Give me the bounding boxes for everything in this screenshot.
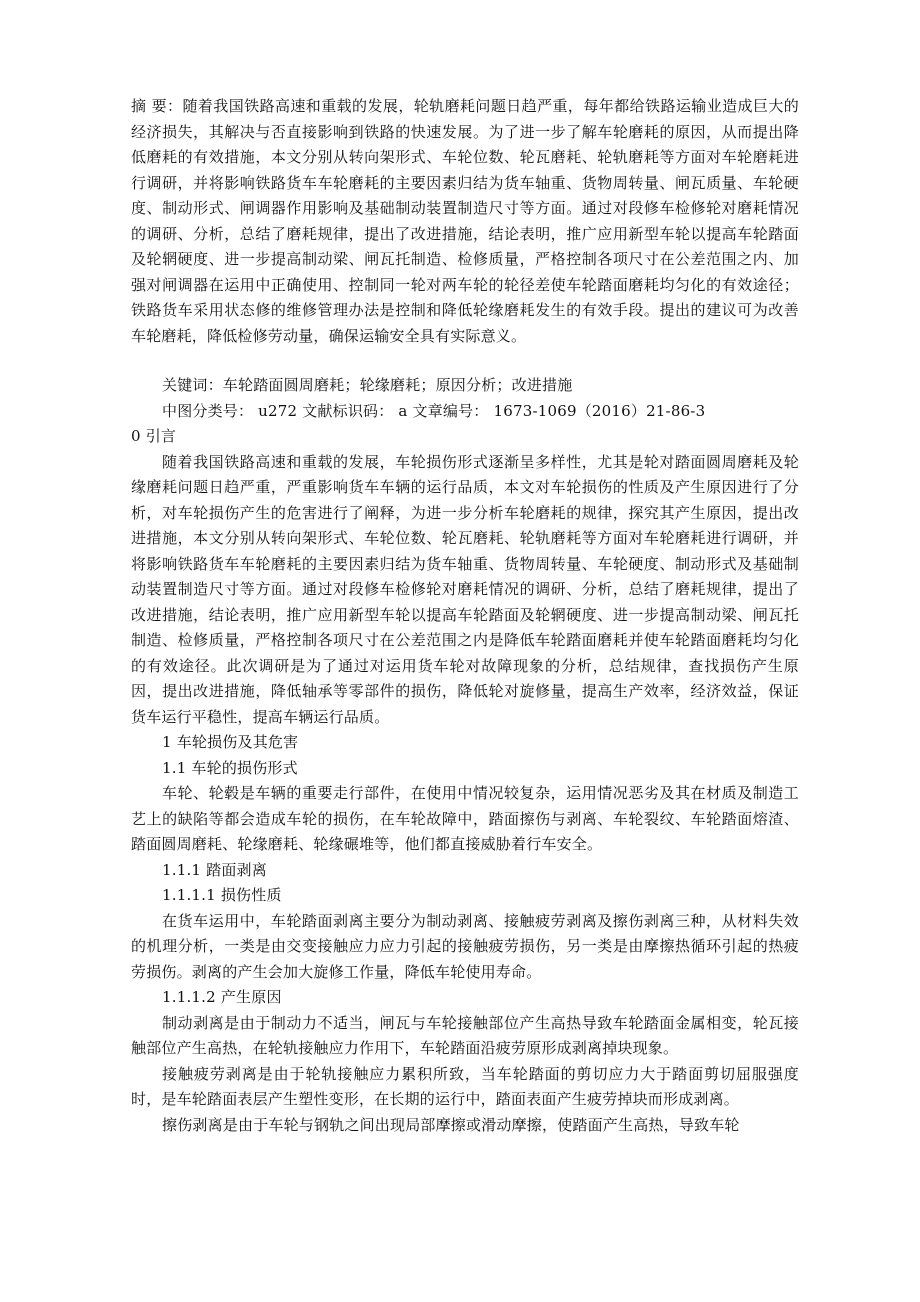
section-1-1-1-2-heading: 1.1.1.2 产生原因 xyxy=(162,988,282,1006)
document-page xyxy=(131,94,799,1138)
section-0-heading: 0 引言 xyxy=(131,427,177,445)
braking-spalling-paragraph: 制动剥离是由于制动力不适当，闸瓦与车轮接触部位产生高热导致车轮踏面金属相变，轮瓦接触部位产生高热，在轮轨接触应力作用下，车轮踏面沿疲劳原形成剥离掉块现象。 xyxy=(131,1013,799,1057)
section-1-heading: 1 车轮损伤及其危害 xyxy=(162,733,299,751)
section-1-1-1-heading: 1.1.1 踏面剥离 xyxy=(162,860,267,879)
scratch-spalling-paragraph: 擦伤剥离是由于车轮与钢轨之间出现局部摩擦或滑动摩擦，使踏面产生高热，导致车轮 xyxy=(162,1115,740,1134)
contact-fatigue-paragraph: 接触疲劳剥离是由于轮轨接触应力累积所致，当车轮踏面的剪切应力大于踏面剪切屈服强度时，是车轮踏面表层产生塑性变形，在长期的运行中，踏面表面产生疲劳掉块而形成剥离。 xyxy=(131,1064,799,1108)
section-1-1-paragraph: 车轮、轮毂是车辆的重要走行部件，在使用中情况较复杂，运用情况恶劣及其在材质及制造工艺上的缺陷等都会造成车轮的损伤，在车轮故障中，踏面擦伤与剥离、车轮裂纹、车轮踏面熔渣、踏面圆周磨耗、轮缘磨耗、轮缘碾堆等，他们都直接威胁着行车安全。 xyxy=(131,784,799,853)
damage-nature-paragraph: 在货车运用中，车轮踏面剥离主要分为制动剥离、接触疲劳剥离及擦伤剥离三种，从材料失效的机理分析，一类是由交变接触应力应力引起的接触疲劳损伤，另一类是由摩擦热循环引起的热疲劳损伤。剥离的产生会加大旋修工作量，降低车轮使用寿命。 xyxy=(131,911,799,981)
keywords-line: 关键词：车轮踏面圆周磨耗；轮缘磨耗；原因分析；改进措施 xyxy=(162,376,573,394)
spacer xyxy=(131,349,799,373)
section-1-1-heading: 1.1 车轮的损伤形式 xyxy=(162,758,298,777)
classification-line: 中图分类号： u272 文献标识码： a 文章编号： 1673-1069（2016）21-86-3 xyxy=(162,401,706,420)
section-1-1-1-1-heading: 1.1.1.1 损伤性质 xyxy=(162,886,282,904)
introduction-paragraph: 随着我国铁路高速和重载的发展，车轮损伤形式逐渐呈多样性，尤其是轮对踏面圆周磨耗及轮缘磨耗问题日趋严重，严重影响货车车辆的运行品质，本文对车轮损伤的性质及产生原因进行了分析，对车轮损伤产生的危害进行了阐释，为进一步分析车轮磨耗的规律，探究其产生原因，提出改进措施，本文分别从转向架形式、车轮位数、轮瓦磨耗、轮轨磨耗等方面对车轮磨耗进行调研，并将影响铁路货车车轮磨耗的主要因素归结为货车轴重、货物周转量、车轮硬度、制动形式及基础制动装置制造尺寸等方面。通过对段修车检修轮对磨耗情况的调研、分析，总结了磨耗规律，提出了改进措施，结论表明，推广应用新型车轮以提高车轮踏面及轮辋硬度、进一步提高制动梁、闸瓦托制造、检修质量，严格控制各项尺寸在公差范围之内是降低车轮踏面磨耗并使车轮踏面磨耗均匀化的有效途径。此次调研是为了通过对运用货车轮对故障现象的分析，总结规律，查找损伤产生原因，提出改进措施，降低轴承等零部件的损伤，降低轮对旋修量，提高生产效率，经济效益，保证货车运行平稳性，提高车辆运行品质。 xyxy=(131,452,799,726)
abstract-paragraph: 摘 要：随着我国铁路高速和重载的发展，轮轨磨耗问题日趋严重，每年都给铁路运输业造成巨大的经济损失，其解决与否直接影响到铁路的快速发展。为了进一步了解车轮磨耗的原因，从而提出降低磨耗的有效措施，本文分别从转向架形式、车轮位数、轮瓦磨耗、轮轨磨耗等方面对车轮磨耗进行调研，并将影响铁路货车车轮磨耗的主要因素归结为货车轴重、货物周转量、闸瓦质量、车轮硬度、制动形式、闸调器作用影响及基础制动装置制造尺寸等方面。通过对段修车检修轮对磨耗情况的调研、分析，总结了磨耗规律，提出了改进措施，结论表明，推广应用新型车轮以提高车轮踏面及轮辋硬度、进一步提高制动梁、闸瓦托制造、检修质量，严格控制各项尺寸在公差范围之内、加强对闸调器在运用中正确使用、控制同一轮对两车轮的轮径差使车轮踏面磨耗均匀化的有效途径；铁路货车采用状态修的维修管理办法是控制和降低轮缘磨耗发生的有效手段。提出的建议可为改善车轮磨耗，降低检修劳动量，确保运输安全具有实际意义。 xyxy=(131,97,799,345)
